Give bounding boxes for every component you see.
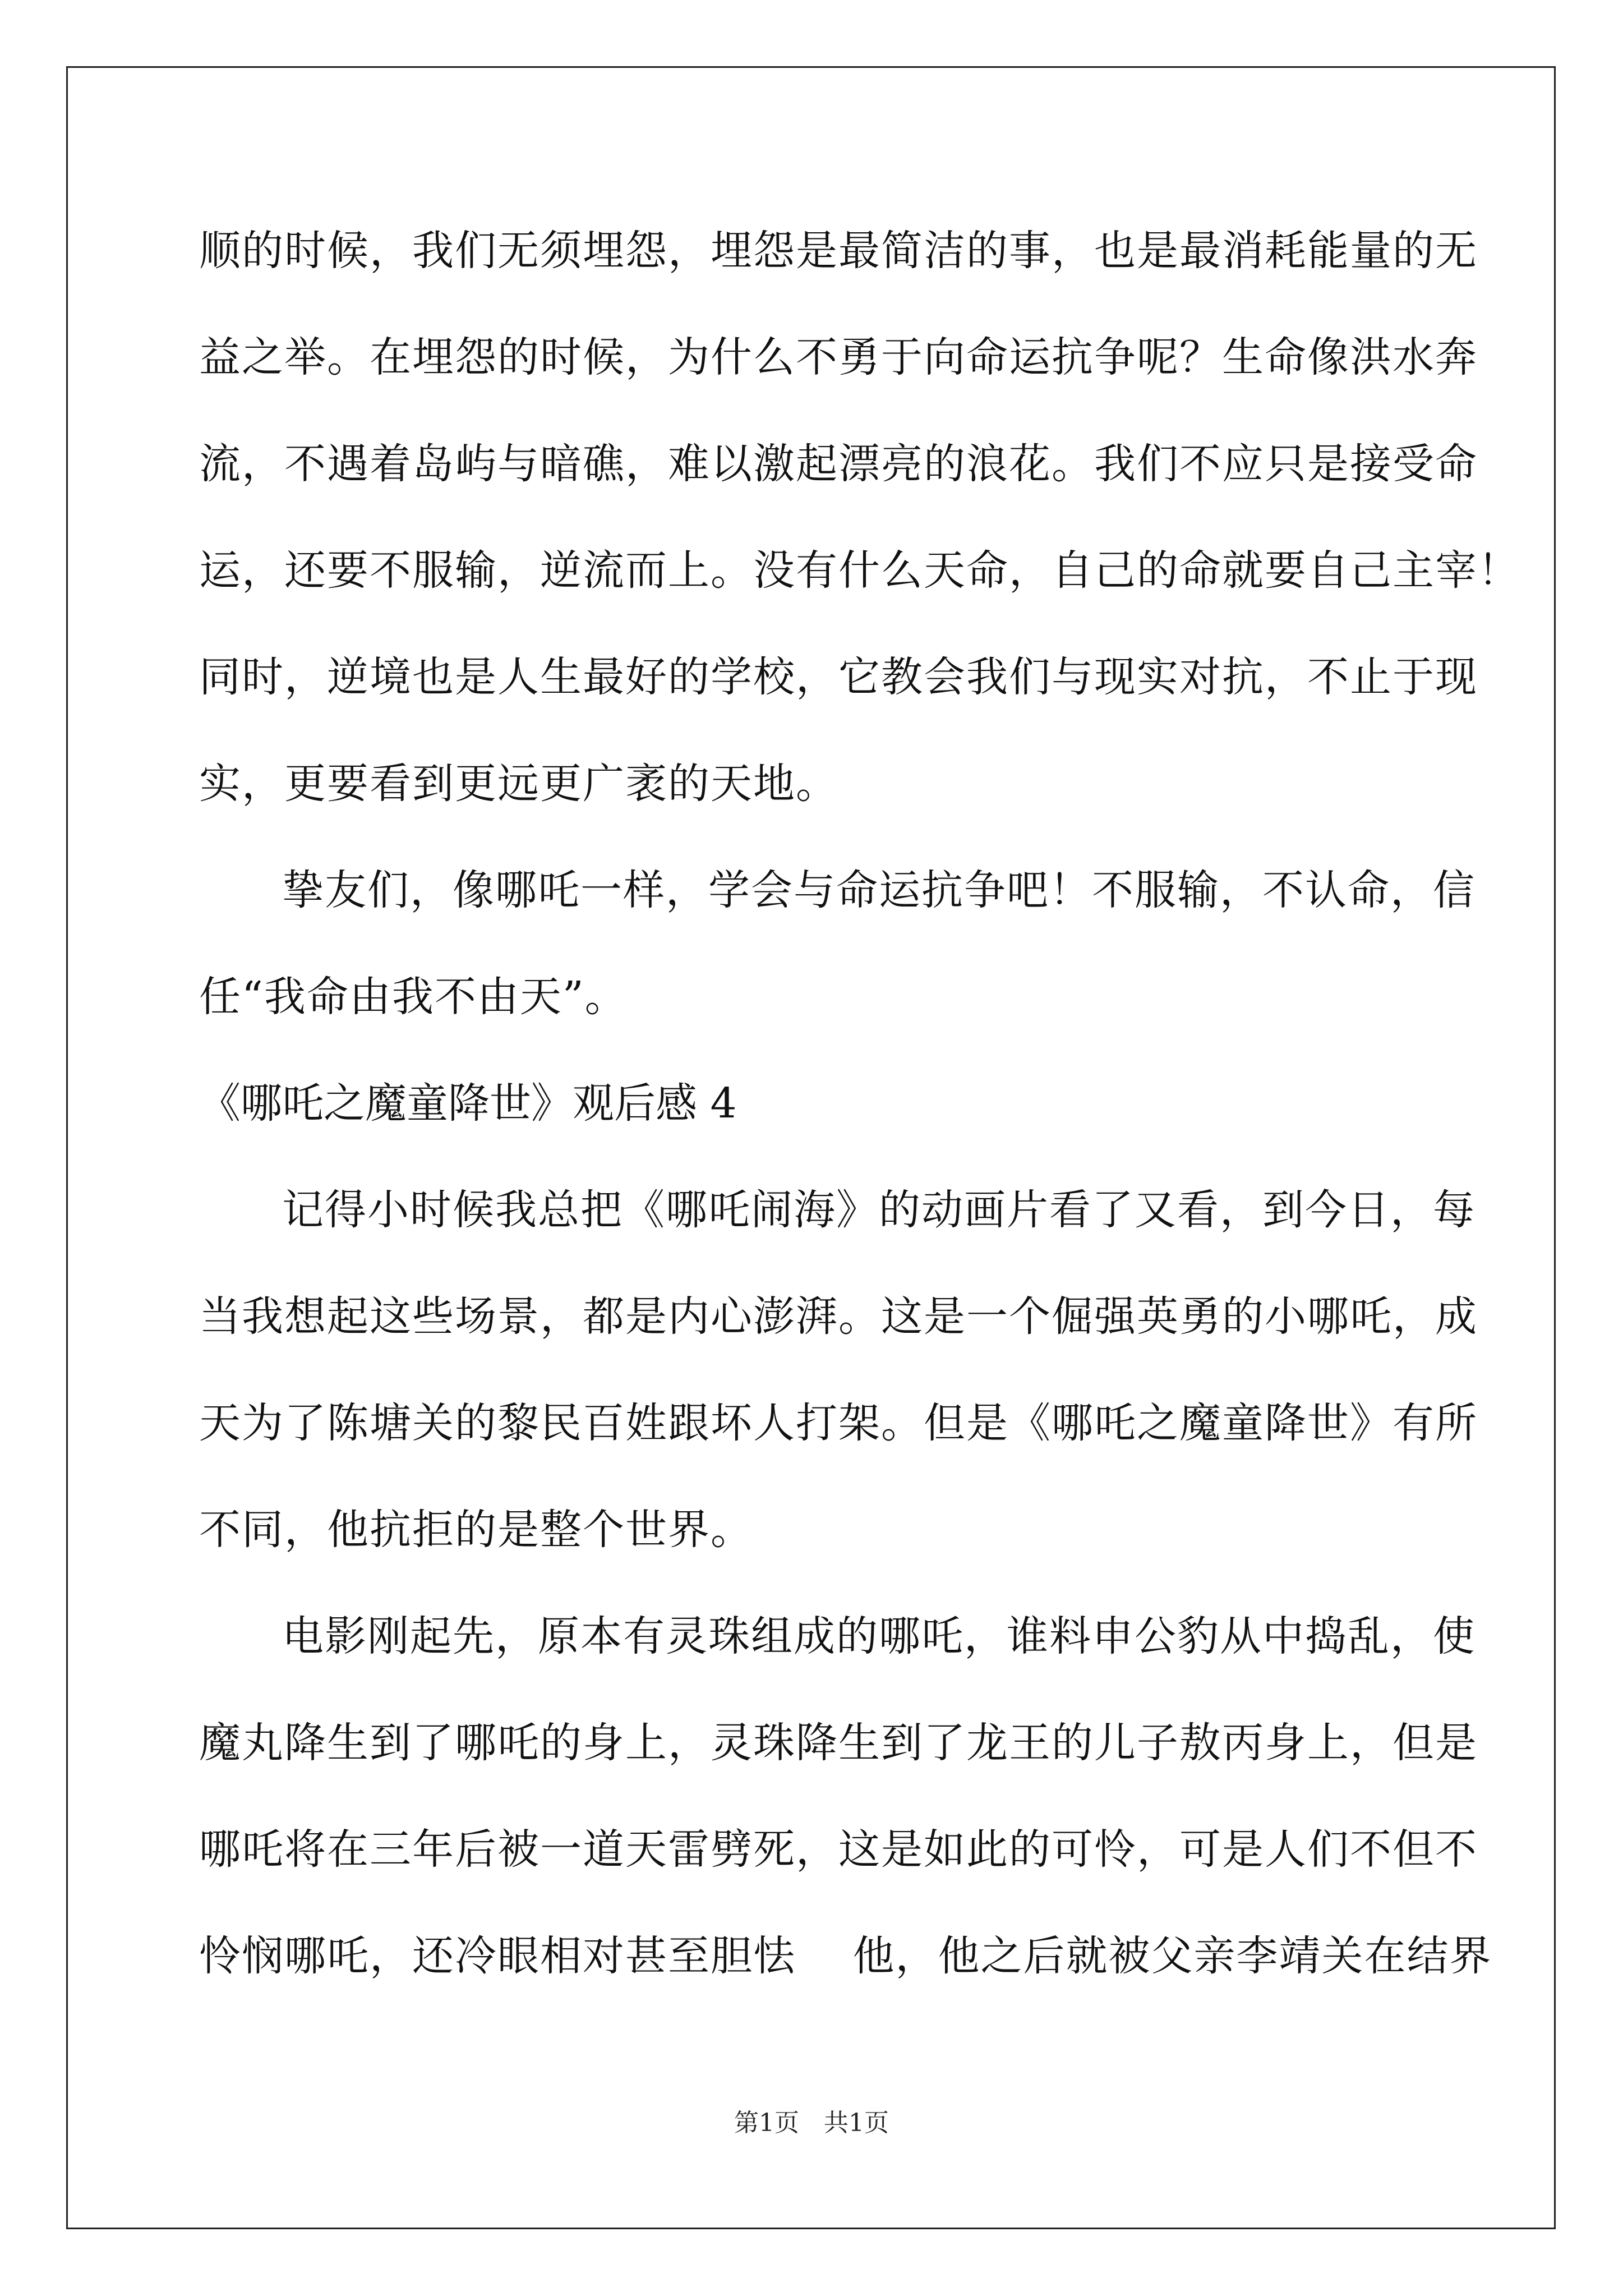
text-line: 怜悯哪吒，还冷眼相对甚至胆怯 他，他之后就被父亲李靖关在结界 <box>199 1932 1492 1980</box>
text-line: 益之举。在埋怨的时候，为什么不勇于向命运抗争呢？生命像洪水奔 <box>199 333 1478 381</box>
text-line: 天为了陈塘关的黎民百姓跟坏人打架。但是《哪吒之魔童降世》有所 <box>199 1399 1478 1447</box>
paragraph <box>199 859 1476 1073</box>
text-line: 不同，他抗拒的是整个世界。 <box>199 1506 753 1554</box>
text-line: 流，不遇着岛屿与暗礁，难以激起漂亮的浪花。我们不应只是接受命 <box>199 440 1478 488</box>
section-heading: 《哪吒之魔童降世》观后感 4 <box>199 1079 737 1128</box>
paragraph <box>199 1179 1478 1605</box>
text-line: 记得小时候我总把《哪吒闹海》的动画片看了又看，到今日，每 <box>282 1186 1476 1234</box>
document-body <box>199 220 1520 2032</box>
text-line: 挚友们，像哪吒一样，学会与命运抗争吧！不服输，不认命，信 <box>282 866 1476 914</box>
text-line: 电影刚起先，原本有灵珠组成的哪吒，谁料申公豹从中捣乱，使 <box>282 1612 1476 1660</box>
text-line: 当我想起这些场景，都是内心澎湃。这是一个倔强英勇的小哪吒，成 <box>199 1292 1478 1341</box>
text-line: 哪吒将在三年后被一道天雷劈死，这是如此的可怜，可是人们不但不 <box>199 1825 1478 1874</box>
text-line: 任“我命由我不由天”。 <box>199 973 628 1021</box>
paragraph <box>199 1605 1492 2032</box>
page-footer: 第1页 共1页 <box>734 2109 889 2137</box>
text-line: 顺的时候，我们无须埋怨，埋怨是最简洁的事，也是最消耗能量的无 <box>199 227 1478 275</box>
paragraph <box>199 220 1520 859</box>
text-line: 实，更要看到更远更广袤的天地。 <box>199 760 838 808</box>
text-line: 同时，逆境也是人生最好的学校，它教会我们与现实对抗，不止于现 <box>199 653 1478 701</box>
text-line: 魔丸降生到了哪吒的身上，灵珠降生到了龙王的儿子敖丙身上，但是 <box>199 1719 1478 1767</box>
text-line: 运，还要不服输，逆流而上。没有什么天命，自己的命就要自己主宰！ <box>199 546 1520 595</box>
